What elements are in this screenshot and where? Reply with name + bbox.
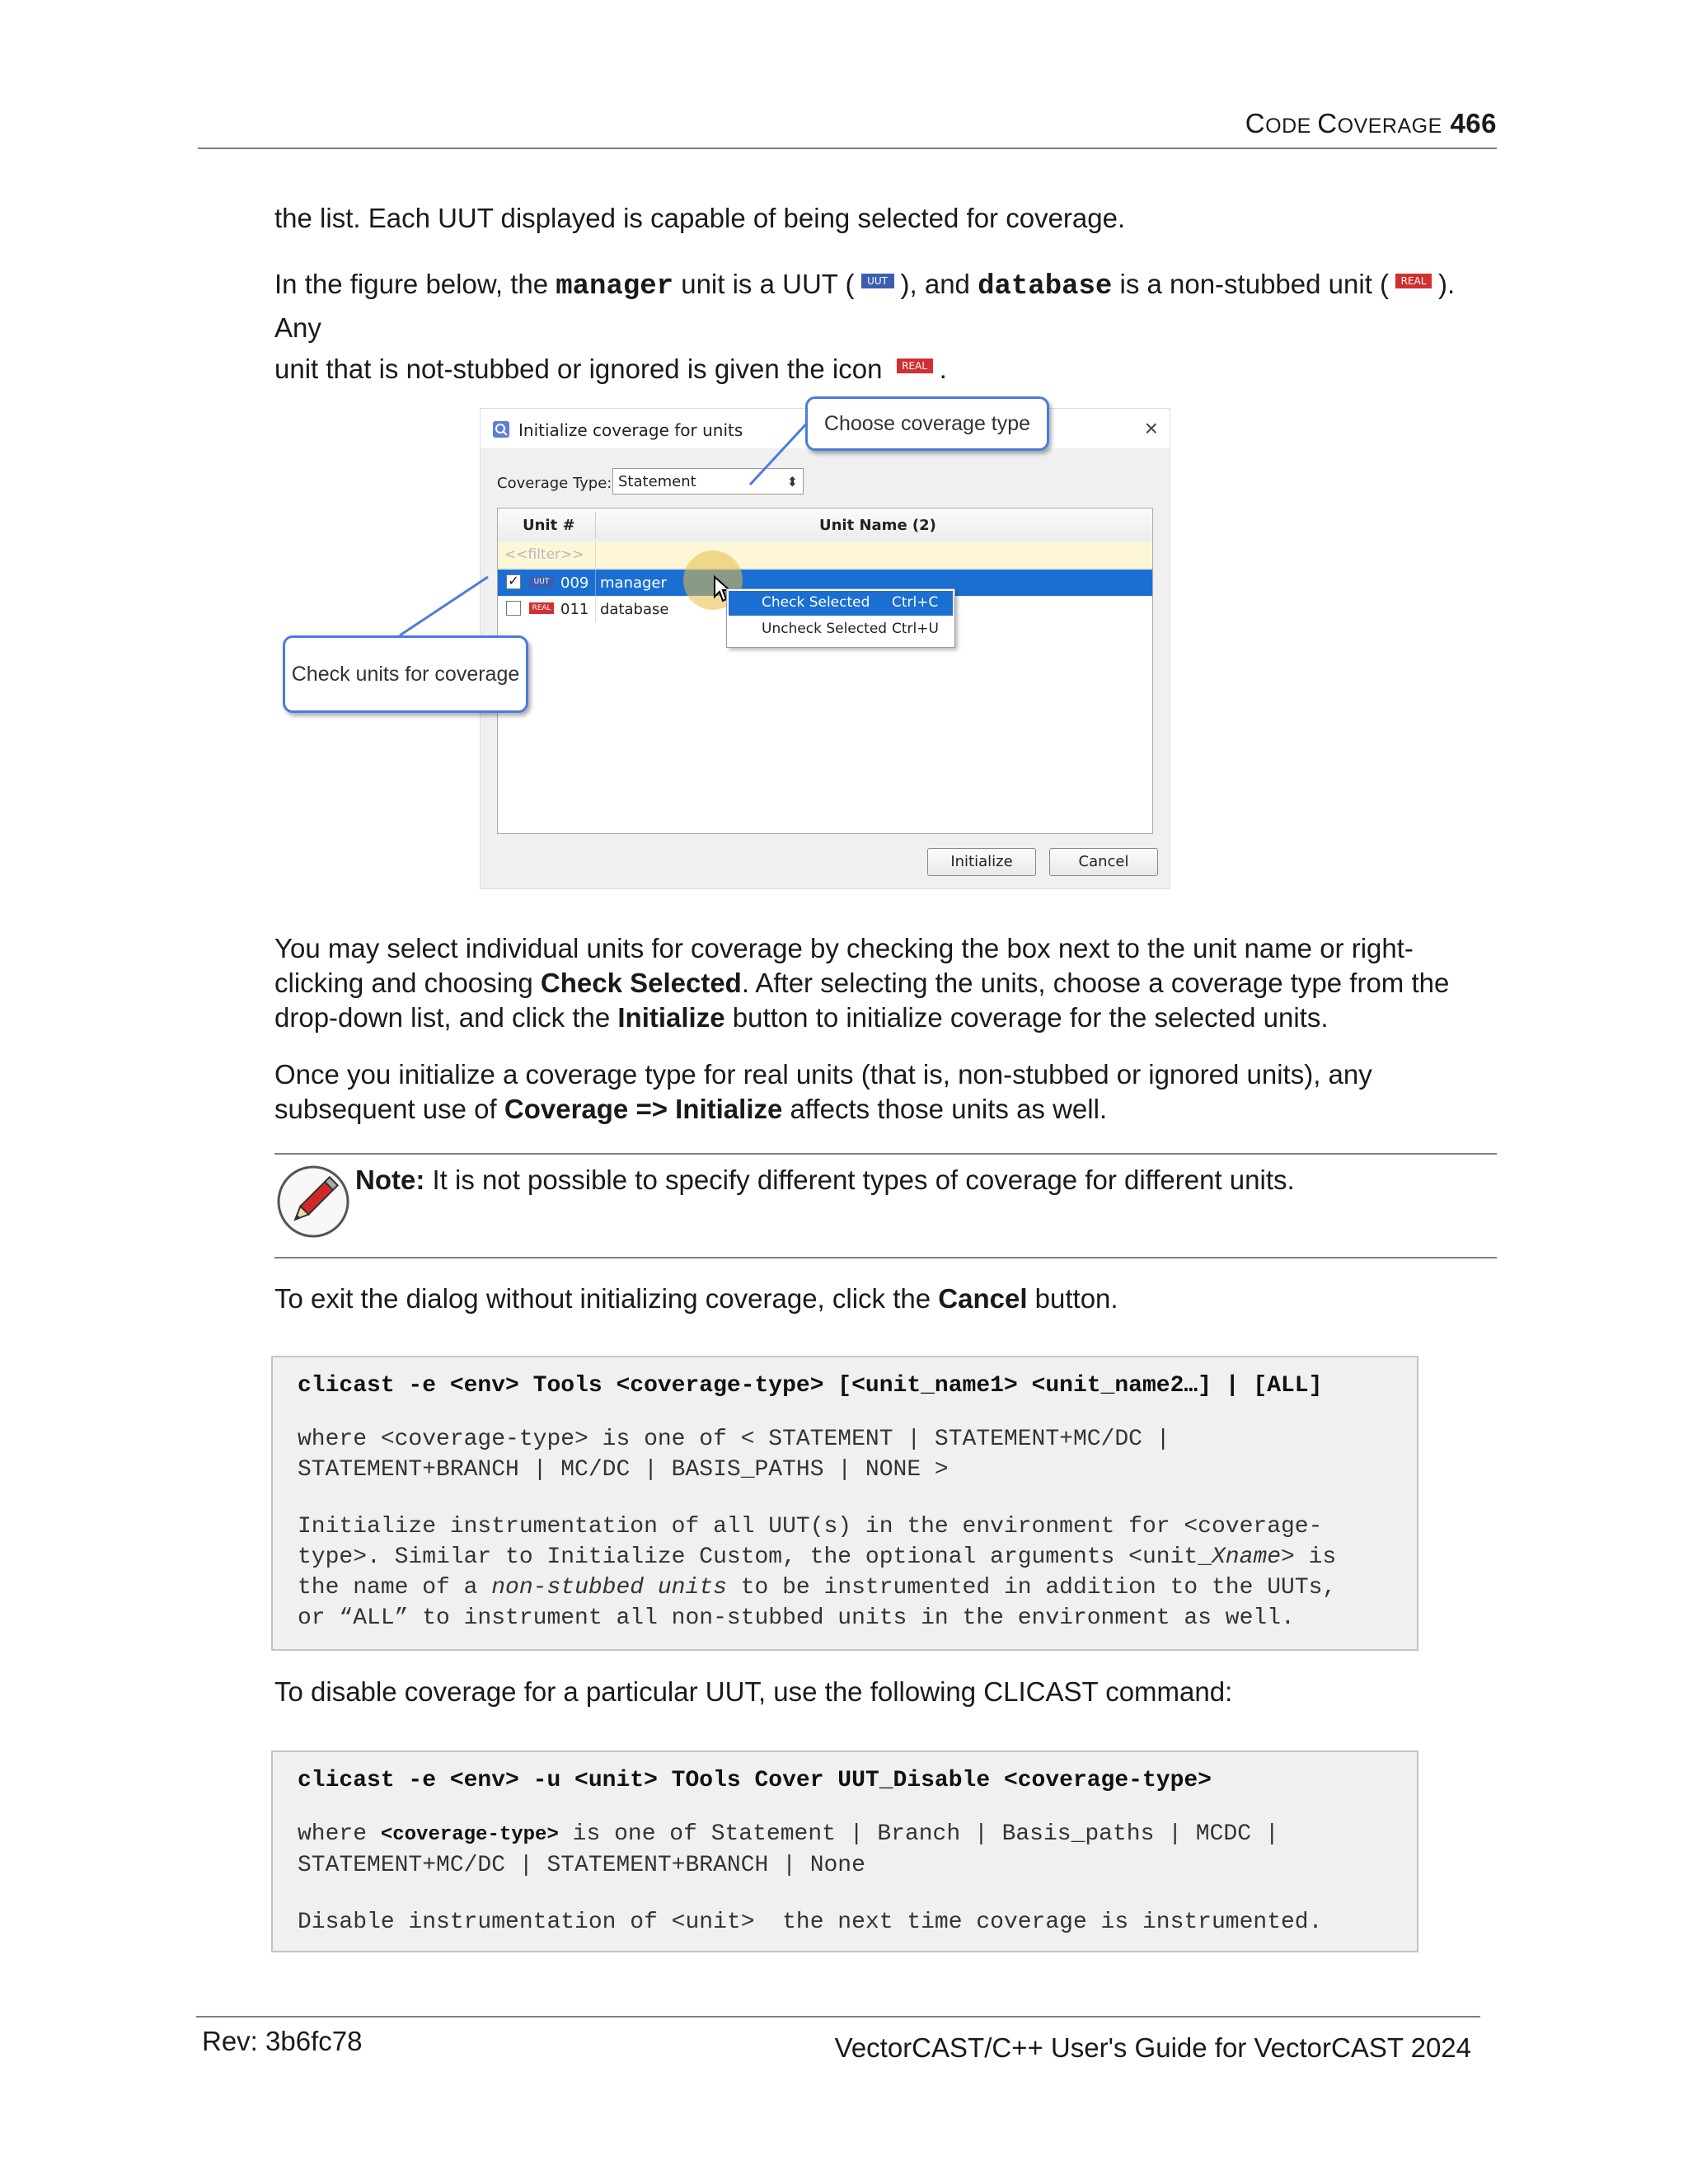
menu-item-label: Check Selected xyxy=(762,594,870,611)
code-line xyxy=(298,1542,1417,1572)
filter-placeholder: <<filter>> xyxy=(504,546,584,563)
unit-name: manager xyxy=(600,574,667,592)
uut-icon: UUT xyxy=(861,274,894,288)
p4-text: Once you initialize a coverage type for real units (that is, non-stubbed or ignored units), any subsequent use of xyxy=(274,1059,1372,1124)
column-unit-number[interactable]: Unit # xyxy=(523,517,575,534)
code-command: clicast -e <env> -u <unit> TOols Cover UUT_Disable <coverage-type> xyxy=(298,1768,1212,1793)
header-section-2: C xyxy=(1317,108,1338,138)
p2-text: ). Any xyxy=(274,269,1456,343)
code-line: where <coverage-type> is one of < STATEMENT | STATEMENT+MC/DC | xyxy=(298,1427,1170,1452)
real-icon: REAL xyxy=(1395,274,1432,288)
p3-bold: Check Selected xyxy=(540,968,742,998)
footer-revision: Rev: 3b6fc78 xyxy=(202,2026,363,2056)
note-label: Note: xyxy=(355,1165,425,1195)
menu-item-shortcut: Ctrl+U xyxy=(892,621,939,637)
p3-text: button to initialize coverage for the selected units. xyxy=(724,1002,1329,1033)
code-text: the name of a xyxy=(298,1575,492,1601)
note-block xyxy=(274,1153,1497,1258)
spinner-arrows-icon: ⬍ xyxy=(786,474,798,490)
footer-rule xyxy=(196,2016,1480,2018)
code-text: is one of Statement | Branch | Basis_paths | MCDC | xyxy=(558,1821,1279,1847)
column-unit-name[interactable]: Unit Name (2) xyxy=(819,517,936,534)
code-database: database xyxy=(978,271,1113,302)
paragraph-6: To disable coverage for a particular UUT, use the following CLICAST command: xyxy=(274,1676,1233,1707)
header-section-2-rest: OVERAGE xyxy=(1337,115,1442,138)
code-line xyxy=(298,1819,1417,1850)
p3-text: You may select individual units for coverage by checking the box next to the unit name or right-clicking and choosing xyxy=(274,933,1414,998)
paragraph-5 xyxy=(274,1282,1503,1316)
paragraph-1: the list. Each UUT displayed is capable of being selected for coverage. xyxy=(274,203,1126,233)
note-body: It is not possible to specify different types of coverage for different units. xyxy=(424,1165,1295,1195)
code-italic: Xname xyxy=(1211,1544,1281,1570)
code-line xyxy=(298,1572,1417,1603)
real-icon: REAL xyxy=(529,602,554,614)
coverage-type-label: Coverage Type: xyxy=(497,475,612,492)
p3-text: . After selecting the units, choose a coverage type from the drop-down list, and click the xyxy=(274,968,1450,1033)
p2-text: In the figure below, the xyxy=(274,269,556,299)
code-line: STATEMENT+MC/DC | STATEMENT+BRANCH | None xyxy=(298,1853,865,1878)
coverage-type-value: Statement xyxy=(618,473,696,490)
callout-check-units: Check units for coverage xyxy=(283,635,528,713)
code-command: clicast -e <env> Tools <coverage-type> [<unit_name1> <unit_name2…] | [ALL] xyxy=(298,1373,1323,1399)
code-line: Disable instrumentation of <unit> the next time coverage is instrumented. xyxy=(298,1910,1323,1935)
menu-item-shortcut: Ctrl+C xyxy=(892,594,939,611)
code-line: STATEMENT+BRANCH | MC/DC | BASIS_PATHS | NONE > xyxy=(298,1457,949,1483)
p4-text: affects those units as well. xyxy=(782,1094,1108,1124)
unit-number: 011 xyxy=(560,601,589,618)
code-block-uut-disable xyxy=(271,1750,1418,1952)
p5-bold: Cancel xyxy=(938,1283,1028,1314)
code-bold: <coverage-type> xyxy=(380,1824,559,1846)
code-text: > is xyxy=(1281,1544,1337,1570)
pencil-note-icon xyxy=(276,1165,350,1239)
header-section-1-rest: ODE xyxy=(1265,115,1318,138)
p3-bold: Initialize xyxy=(617,1002,725,1033)
code-text: to be instrumented in addition to the UUTs, xyxy=(726,1575,1337,1601)
real-icon: REAL xyxy=(897,359,933,373)
dialog-title: Initialize coverage for units xyxy=(518,420,743,440)
page-number: 466 xyxy=(1450,108,1497,138)
code-text: where xyxy=(298,1821,381,1847)
code-italic: non-stubbed units xyxy=(491,1575,727,1601)
unit-number: 009 xyxy=(560,574,589,592)
close-icon[interactable]: × xyxy=(1144,415,1158,441)
footer-title: VectorCAST/C++ User's Guide for VectorCAST 2024 xyxy=(834,2032,1471,2063)
code-text: type>. Similar to Initialize Custom, the optional arguments <unit_ xyxy=(298,1544,1212,1570)
p2-text: ), and xyxy=(900,269,978,299)
p2-text: is a non-stubbed unit ( xyxy=(1112,269,1390,299)
row-checkbox[interactable]: ✓ xyxy=(506,574,521,589)
callout-choose-coverage-type: Choose coverage type xyxy=(805,396,1049,451)
header-section-1: C xyxy=(1245,108,1266,138)
note-text xyxy=(355,1165,1295,1196)
menu-item-label: Uncheck Selected xyxy=(762,621,888,637)
p2-text: unit is a UUT ( xyxy=(673,269,855,299)
cancel-button[interactable]: Cancel xyxy=(1049,848,1158,876)
code-manager: manager xyxy=(556,271,674,302)
code-line: or “ALL” to instrument all non-stubbed units in the environment as well. xyxy=(298,1605,1295,1631)
initialize-button[interactable]: Initialize xyxy=(927,848,1036,876)
p5-text: button. xyxy=(1027,1283,1118,1314)
p2-text: . xyxy=(939,354,947,384)
code-line: Initialize instrumentation of all UUT(s) in the environment for <coverage- xyxy=(298,1514,1323,1540)
p4-bold: Coverage => Initialize xyxy=(504,1094,783,1124)
p2-text: unit that is not-stubbed or ignored is given the icon xyxy=(274,354,890,384)
unit-name: database xyxy=(600,601,669,618)
p5-text: To exit the dialog without initializing coverage, click the xyxy=(274,1283,939,1314)
paragraph-3 xyxy=(274,931,1503,1035)
paragraph-4 xyxy=(274,1057,1503,1127)
uut-icon: UUT xyxy=(529,576,554,588)
code-block-tools xyxy=(271,1356,1418,1651)
